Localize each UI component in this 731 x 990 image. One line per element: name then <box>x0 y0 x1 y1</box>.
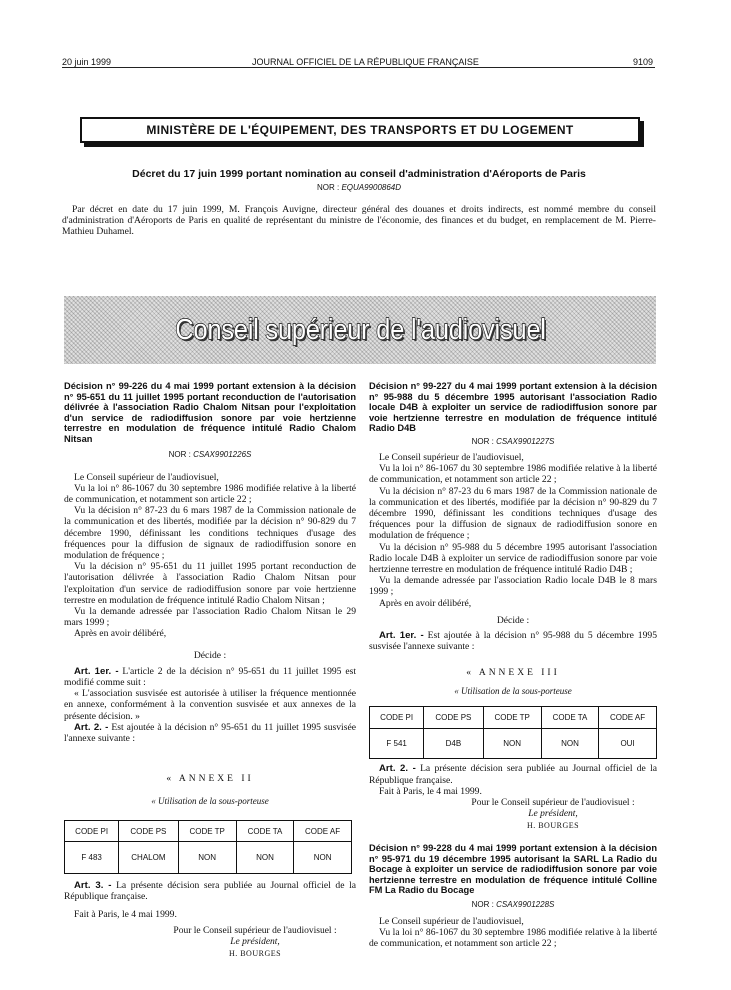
paragraph: Vu la loi n° 86-1067 du 30 septembre 1986 modifiée relative à la liberté de communication, et notamment son article 22 ; <box>369 927 657 950</box>
table-header-row <box>65 821 352 842</box>
table-cell: NON <box>483 729 541 759</box>
decision-227-title: Décision n° 99-227 du 4 mai 1999 portant extension à la décision n° 95-988 du 5 décembre 1995 autorisant l'association Radio locale D4B à exploiter un service de radiodiffusion sonore par voie hertzienne terrestre en modulation de fréquence intitulé Radio D4B <box>369 381 657 434</box>
table-header-cell: CODE PI <box>370 707 424 729</box>
paragraph: Vu la demande adressée par l'association Radio Chalom Nitsan le 29 mars 1999 ; <box>64 606 356 629</box>
decision-228-nor <box>369 900 657 909</box>
table-cell: CHALOM <box>119 842 178 874</box>
sub-carrier-table <box>369 706 657 759</box>
decision-227-body <box>369 452 657 652</box>
table-cell: F 483 <box>65 842 119 874</box>
signature-line: Pour le Conseil supérieur de l'audiovisuel : <box>471 798 635 809</box>
decision-227-nor <box>369 437 657 446</box>
decision-226-title: Décision n° 99-226 du 4 mai 1999 portant extension à la décision n° 95-651 du 11 juillet 1995 portant reconduction de l'autorisation délivrée à l'association Radio Chalom Nitsan pour l'exploitation d'un service de radiodiffusion sonore par voie hertzienne terrestre en modulation de fréquence intitulé Radio Chalom Nitsan <box>64 381 356 444</box>
decide-heading: Décide : <box>193 649 227 661</box>
paragraph: Le Conseil supérieur de l'audiovisuel, <box>74 471 219 483</box>
table-header-cell: CODE TA <box>541 707 598 729</box>
signature-name: H. BOURGES <box>228 948 282 958</box>
table-cell: NON <box>294 842 352 874</box>
section-banner-title: Conseil supérieur de l'audiovisuel <box>174 313 546 346</box>
article-1 <box>64 666 356 688</box>
signature-block <box>64 926 356 959</box>
decret-title: Décret du 17 juin 1999 portant nomination au conseil d'administration d'Aéroports de Paris <box>132 168 586 180</box>
decision-226-nor <box>64 450 356 459</box>
left-column <box>64 381 356 959</box>
signature-title: Le président, <box>528 809 578 820</box>
annexe-heading: « ANNEXE III <box>466 668 560 679</box>
paragraph: Vu la loi n° 86-1067 du 30 septembre 1986 modifiée relative à la liberté de communication, et notamment son article 22 ; <box>64 482 356 505</box>
table-header-cell: CODE TA <box>236 821 293 842</box>
header-page-number: 9109 <box>632 57 653 67</box>
article-label: Art. 2. - <box>379 763 416 775</box>
table-cell: F 541 <box>370 729 424 759</box>
paragraph: Vu la loi n° 86-1067 du 30 septembre 1986 modifiée relative à la liberté de communication, et notamment son article 22 ; <box>369 463 657 486</box>
section-banner <box>64 296 656 364</box>
decret-nor <box>62 183 656 192</box>
nor-label: NOR : <box>471 436 494 446</box>
article-1-quote: « L'association susvisée est autorisée à utiliser la fréquence mentionnée en annexe, conformément à la convention susvisée et aux annexes de la présente décision. » <box>64 688 356 722</box>
ministry-heading <box>80 117 640 143</box>
article-label: Art. 1er. - <box>379 630 424 642</box>
decision-226-closing <box>64 880 356 920</box>
paragraph: Après en avoir délibéré, <box>379 597 472 609</box>
fait-line: Fait à Paris, le 4 mai 1999. <box>379 785 482 797</box>
nor-code: CSAX9901226S <box>193 449 252 459</box>
signature-name: H. BOURGES <box>526 821 580 831</box>
article-2 <box>369 763 657 785</box>
fait-line: Fait à Paris, le 4 mai 1999. <box>74 908 177 920</box>
decision-228-body <box>369 916 657 950</box>
annexe-subheading: « Utilisation de la sous-porteuse <box>454 686 572 697</box>
article-text: La présente décision sera publiée au Journal officiel de la République française. <box>369 763 657 786</box>
paragraph: Vu la décision n° 87-23 du 6 mars 1987 de la Commission nationale de la communication et des libertés, modifiée par la décision n° 90-829 du 7 décembre 1990, définissant les conditions techniques d'usage des fréquences pour la diffusion de signaux de radiodiffusion sonore en modulation de fréquence ; <box>64 505 356 561</box>
table-header-row <box>370 707 657 729</box>
decret-nor-label: NOR : <box>316 183 340 192</box>
table-cell: NON <box>541 729 598 759</box>
header-date: 20 juin 1999 <box>62 57 112 67</box>
article-1 <box>369 630 657 652</box>
decret-paragraph: Par décret en date du 17 juin 1999, M. François Auvigne, directeur général des douanes et droits indirects, est nommé membre du conseil d'administration d'Aéroports de Paris en qualité de représentant du ministre de l'économie, des finances et du budget, en remplacement de M. Pierre-Mathieu Duhamel. <box>62 204 656 238</box>
nor-code: CSAX9901228S <box>496 900 555 909</box>
article-label: Art. 1er. - <box>74 665 119 677</box>
table-header-cell: CODE PS <box>424 707 483 729</box>
paragraph: Vu la décision n° 87-23 du 6 mars 1987 de la Commission nationale de la communication et des libertés, modifiée par la décision n° 90-829 du 7 décembre 1990, définissant les conditions techniques d'usage des fréquences pour la diffusion de signaux de radiodiffusion sonore en modulation de fréquence ; <box>369 485 657 542</box>
article-text: L'article 2 de la décision n° 95-651 du 11 juillet 1995 est modifié comme suit : <box>64 665 356 689</box>
table-cell: OUI <box>599 729 657 759</box>
table-header-cell: CODE AF <box>599 707 657 729</box>
signature-block <box>369 798 657 831</box>
nor-code: CSAX9901227S <box>496 436 555 446</box>
table-header-cell: CODE TP <box>178 821 236 842</box>
article-text: Est ajoutée à la décision n° 95-988 du 5 décembre 1995 susvisée l'annexe suivante : <box>369 630 657 653</box>
article-text: La présente décision sera publiée au Journal officiel de la République française. <box>64 880 356 903</box>
table-cell: NON <box>236 842 293 874</box>
article-3 <box>64 880 356 902</box>
table-header-cell: CODE TP <box>483 707 541 729</box>
decret-body <box>62 204 656 238</box>
table-row <box>370 729 657 759</box>
table-header-cell: CODE PI <box>65 821 119 842</box>
annexe-subheading: « Utilisation de la sous-porteuse <box>151 796 269 807</box>
article-2 <box>64 722 356 744</box>
table-cell: D4B <box>424 729 483 759</box>
table-header-cell: CODE AF <box>294 821 352 842</box>
article-text: Est ajoutée à la décision n° 95-651 du 11 juillet 1995 susvisée l'annexe suivante : <box>64 721 356 745</box>
right-column <box>369 381 657 950</box>
table-row <box>65 842 352 874</box>
nor-label: NOR : <box>168 449 191 459</box>
signature-line: Pour le Conseil supérieur de l'audiovisuel : <box>173 925 337 936</box>
paragraph: Vu la décision n° 95-988 du 5 décembre 1995 autorisant l'association Radio locale D4B à exploiter un service de radiodiffusion sonore par voie hertzienne terrestre en modulation de fréquence intitulé Radio D4B ; <box>369 541 657 575</box>
decision-226-body <box>64 472 356 745</box>
decision-228-title: Décision n° 99-228 du 4 mai 1999 portant extension à la décision n° 95-971 du 19 décembre 1995 autorisant la SARL La Radio du Bocage à exploiter un service de radiodiffusion sonore par voie hertzienne terrestre en modulation de fréquence intitulé Colline FM La Radio du Bocage <box>369 843 657 896</box>
signature-title: Le président, <box>230 936 280 947</box>
paragraph: Vu la décision n° 95-651 du 11 juillet 1995 portant reconduction de l'autorisation délivrée à l'association Radio Chalom Nitsan pour l'exploitation d'un service de radiodiffusion sonore par voie hertzienne terrestre en modulation de fréquence intitulé Radio Chalom Nitsan ; <box>64 561 356 606</box>
nor-label: NOR : <box>471 900 494 909</box>
table-cell: NON <box>178 842 236 874</box>
article-label: Art. 2. - <box>74 721 109 733</box>
ministry-heading-text: MINISTÈRE DE L'ÉQUIPEMENT, DES TRANSPORTS ET DU LOGEMENT <box>146 123 574 137</box>
header-journal-title: JOURNAL OFFICIEL DE LA RÉPUBLIQUE FRANÇAISE <box>252 57 479 67</box>
paragraph: Après en avoir délibéré, <box>74 628 167 640</box>
annexe-heading: « ANNEXE II <box>166 774 254 785</box>
decision-227-closing <box>369 763 657 797</box>
decide-heading: Décide : <box>496 614 530 626</box>
table-header-cell: CODE PS <box>119 821 178 842</box>
paragraph: Vu la demande adressée par l'association Radio locale D4B le 8 mars 1999 ; <box>369 575 657 598</box>
paragraph: Le Conseil supérieur de l'audiovisuel, <box>379 916 524 927</box>
sub-carrier-table <box>64 820 352 874</box>
article-label: Art. 3. - <box>74 880 112 892</box>
header-rule <box>62 67 655 68</box>
decret-nor-code: EQUA9900864D <box>341 183 402 192</box>
paragraph: Le Conseil supérieur de l'audiovisuel, <box>379 451 524 463</box>
